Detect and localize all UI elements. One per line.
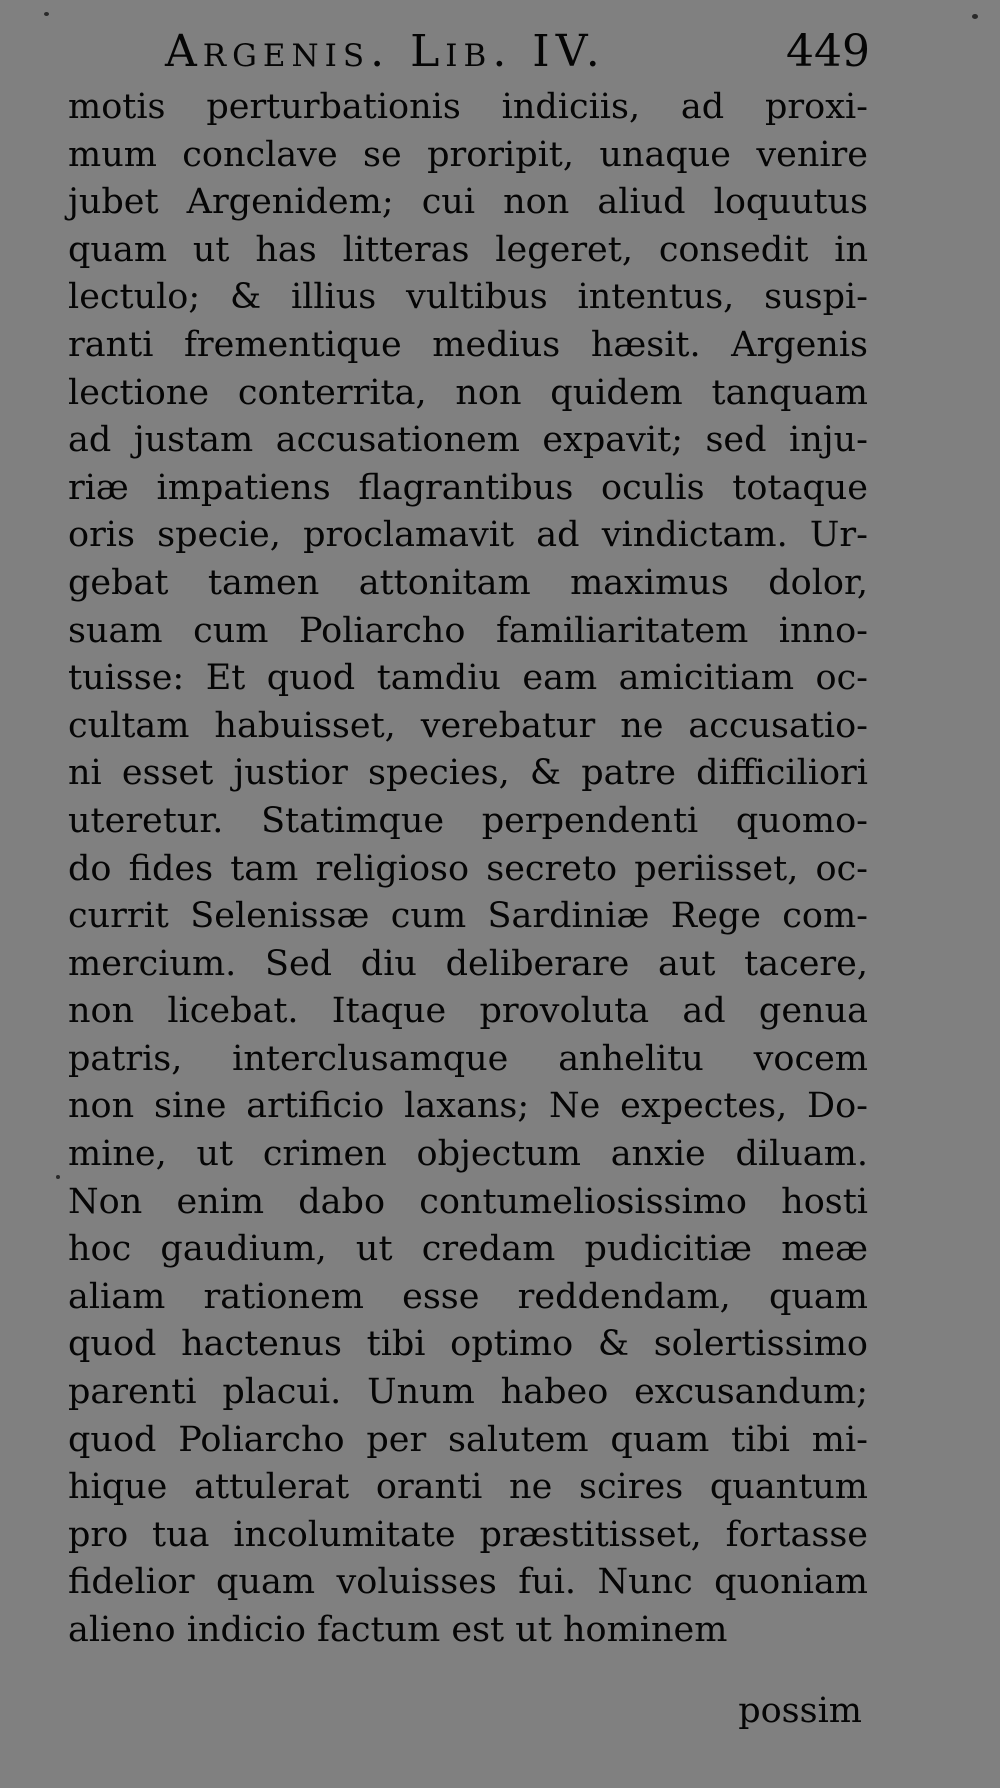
text-line: quam ut has litteras legeret, consedit in bbox=[68, 229, 868, 270]
text-line: cultam habuisset, verebatur ne accusatio- bbox=[68, 705, 868, 746]
text-line: riæ impatiens flagrantibus oculis totaque bbox=[68, 467, 868, 508]
text-line: pro tua incolumitate præstitisset, fortasse bbox=[68, 1514, 868, 1555]
ink-speck bbox=[44, 12, 49, 16]
text-line: lectione conterrita, non quidem tanquam bbox=[68, 372, 868, 413]
text-line: lectulo; & illius vultibus intentus, suspi- bbox=[68, 277, 868, 318]
text-line: patris, interclusamque anhelitu vocem bbox=[68, 1038, 868, 1079]
text-line: aliam rationem esse reddendam, quam bbox=[68, 1276, 868, 1317]
text-line: non licebat. Itaque provoluta ad genua bbox=[68, 991, 868, 1032]
text-line: oris specie, proclamavit ad vindictam. Ur- bbox=[68, 515, 868, 556]
text-line: ni esset justior species, & patre difficiliori bbox=[68, 753, 868, 794]
text-line: motis perturbationis indiciis, ad proxi- bbox=[68, 87, 868, 127]
text-line: quod hactenus tibi optimo & solertissimo bbox=[68, 1324, 868, 1365]
text-line: Non enim dabo contumeliosissimo hosti bbox=[68, 1181, 868, 1222]
text-line: mum conclave se proripit, unaque venire bbox=[68, 134, 868, 175]
text-line: gebat tamen attonitam maximus dolor, bbox=[68, 562, 868, 603]
text-line: fidelior quam voluisses fui. Nunc quoniam bbox=[68, 1562, 868, 1603]
ink-speck bbox=[972, 14, 978, 19]
text-line: currit Selenissæ cum Sardiniæ Rege com- bbox=[68, 896, 868, 937]
text-line: non sine artificio laxans; Ne expectes, Do- bbox=[68, 1086, 868, 1127]
text-line: ranti frementique medius hæsit. Argenis bbox=[68, 324, 868, 365]
text-line: hique attulerat oranti ne scires quantum bbox=[68, 1467, 868, 1508]
text-line: tuisse: Et quod tamdiu eam amicitiam oc- bbox=[68, 658, 868, 699]
page-number: 449 bbox=[786, 26, 870, 77]
text-line: mercium. Sed diu deliberare aut tacere, bbox=[68, 943, 868, 984]
text-line: uteretur. Statimque perpendenti quomo- bbox=[68, 800, 868, 841]
text-line: hoc gaudium, ut credam pudicitiæ meæ bbox=[68, 1229, 868, 1270]
text-line: do fides tam religioso secreto periisset, oc- bbox=[68, 848, 868, 889]
running-title: Argenis. Lib. IV. bbox=[165, 26, 606, 77]
text-line: suam cum Poliarcho familiaritatem inno- bbox=[68, 610, 868, 651]
text-line: mine, ut crimen objectum anxie diluam. bbox=[68, 1134, 868, 1175]
catchword: possim bbox=[738, 1691, 862, 1731]
body-text bbox=[68, 84, 868, 1655]
text-line: ad justam accusationem expavit; sed inju- bbox=[68, 420, 868, 461]
text-line: quod Poliarcho per salutem quam tibi mi- bbox=[68, 1419, 868, 1460]
running-head bbox=[165, 22, 870, 82]
ink-speck bbox=[56, 1175, 60, 1179]
text-line: parenti placui. Unum habeo excusandum; bbox=[68, 1372, 868, 1413]
text-line: jubet Argenidem; cui non aliud loquutus bbox=[68, 182, 868, 223]
text-line: alieno indicio factum est ut hominem bbox=[68, 1610, 728, 1650]
